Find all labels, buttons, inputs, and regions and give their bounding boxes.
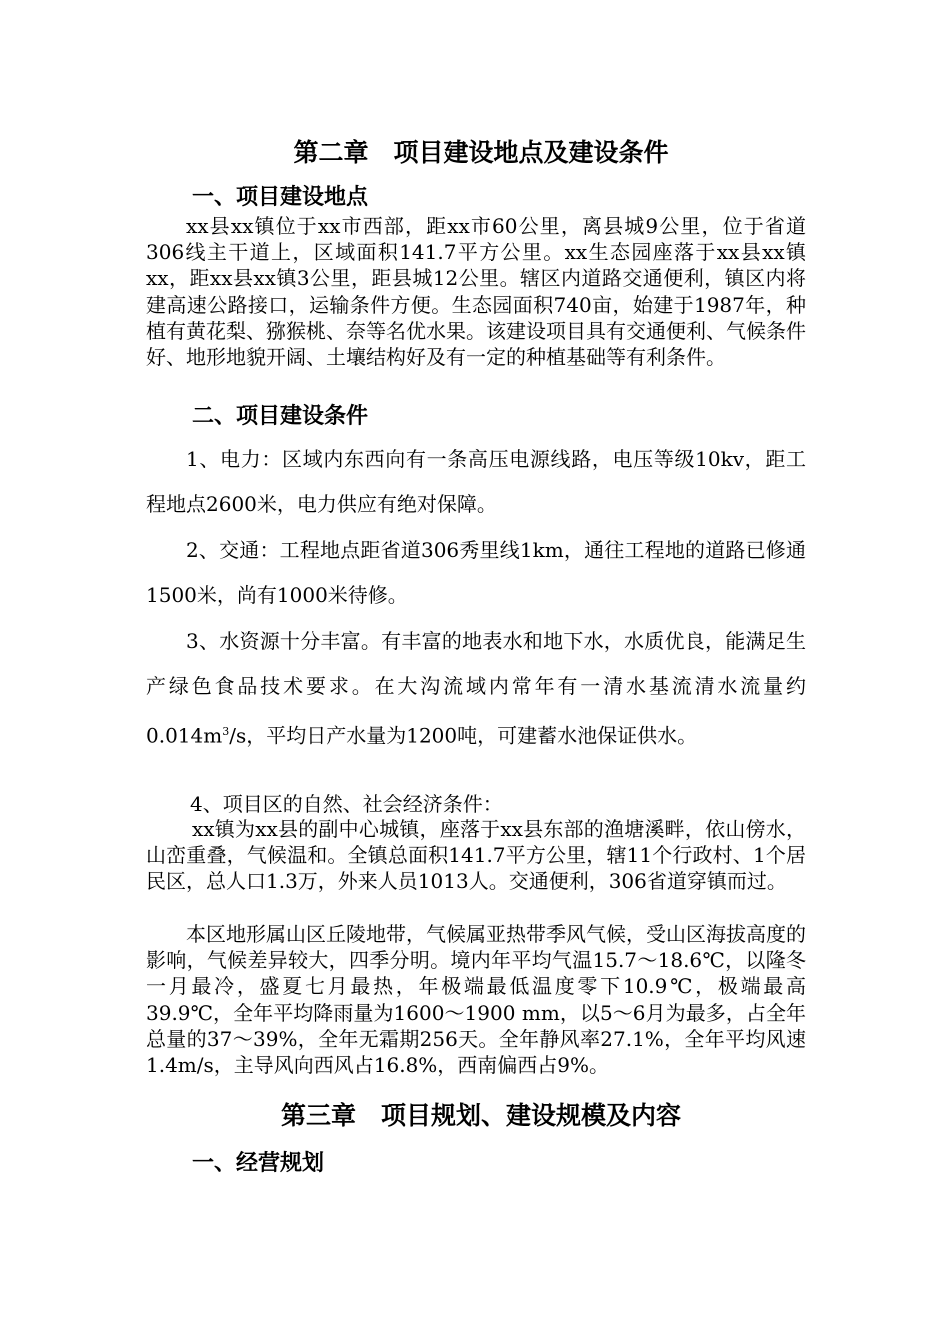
electricity-paragraph: 1、电力：区域内东西向有一条高压电源线路，电压等级10kv，距工程地点2600米，电力供应有绝对保障。 [146,447,806,516]
water-resources-text-b: /s，平均日产水量为1200吨，可建蓄水池保证供水。 [229,723,698,748]
construction-site-paragraph: xx县xx镇位于xx市西部，距xx市60公里，离县城9公里，位于省道306线主干道上，区域面积141.7平方公里。xx生态园座落于xx县xx镇xx，距xx县xx镇3公里，距县城12公里。辖区内道路交通便利，镇区内将建高速公路接口，运输条件方便。生态园面积740亩，始建于1987年，种植有黄花梨、猕猴桃、奈等名优水果。该建设项目具有交通便利、气候条件好、地形地貌开阔、土壤结构好及有一定的种植基础等有利条件。 [146,214,806,370]
water-resources-paragraph [146,619,806,759]
climate-paragraph: 本区地形属山区丘陵地带，气候属亚热带季风气候，受山区海拔高度的影响，气候差异较大，四季分明。境内年平均气温15.7～18.6℃，以隆冬一月最冷，盛夏七月最热，年极端最低温度零下10.9℃，极端最高39.9℃，全年平均降雨量为1600～1900 mm，以5～6月为最多，占全年总量的37～39%，全年无霜期256天。全年静风率27.1%，全年平均风速1.4m/s，主导风向西风占16.8%，西南偏西占9%。 [146,922,806,1078]
cubic-superscript: 3 [222,725,230,738]
section-construction-conditions-title: 二、项目建设条件 [192,403,369,429]
chapter-3-title: 第三章 项目规划、建设规模及内容 [280,1101,681,1130]
section-business-planning-title: 一、经营规划 [192,1150,325,1176]
town-overview-paragraph: xx镇为xx县的副中心城镇，座落于xx县东部的渔塘溪畔，依山傍水，山峦重叠，气候温和。全镇总面积141.7平方公里，辖11个行政村、1个居民区，总人口1.3万，外来人员1013人。交通便利，306省道穿镇而过。 [146,817,806,894]
natural-social-conditions-title: 4、项目区的自然、社会经济条件： [190,792,503,816]
chapter-2-title: 第二章 项目建设地点及建设条件 [293,138,669,167]
transport-paragraph: 2、交通：工程地点距省道306秀里线1km，通往工程地的道路已修通1500米，尚有1000米待修。 [146,538,806,607]
section-construction-site-title: 一、项目建设地点 [192,184,369,210]
water-resources-text-a: 3、水资源十分丰富。有丰富的地表水和地下水，水质优良，能满足生产绿色食品技术要求。在大沟流域内常年有一清水基流清水流量约0.014m [146,629,806,748]
